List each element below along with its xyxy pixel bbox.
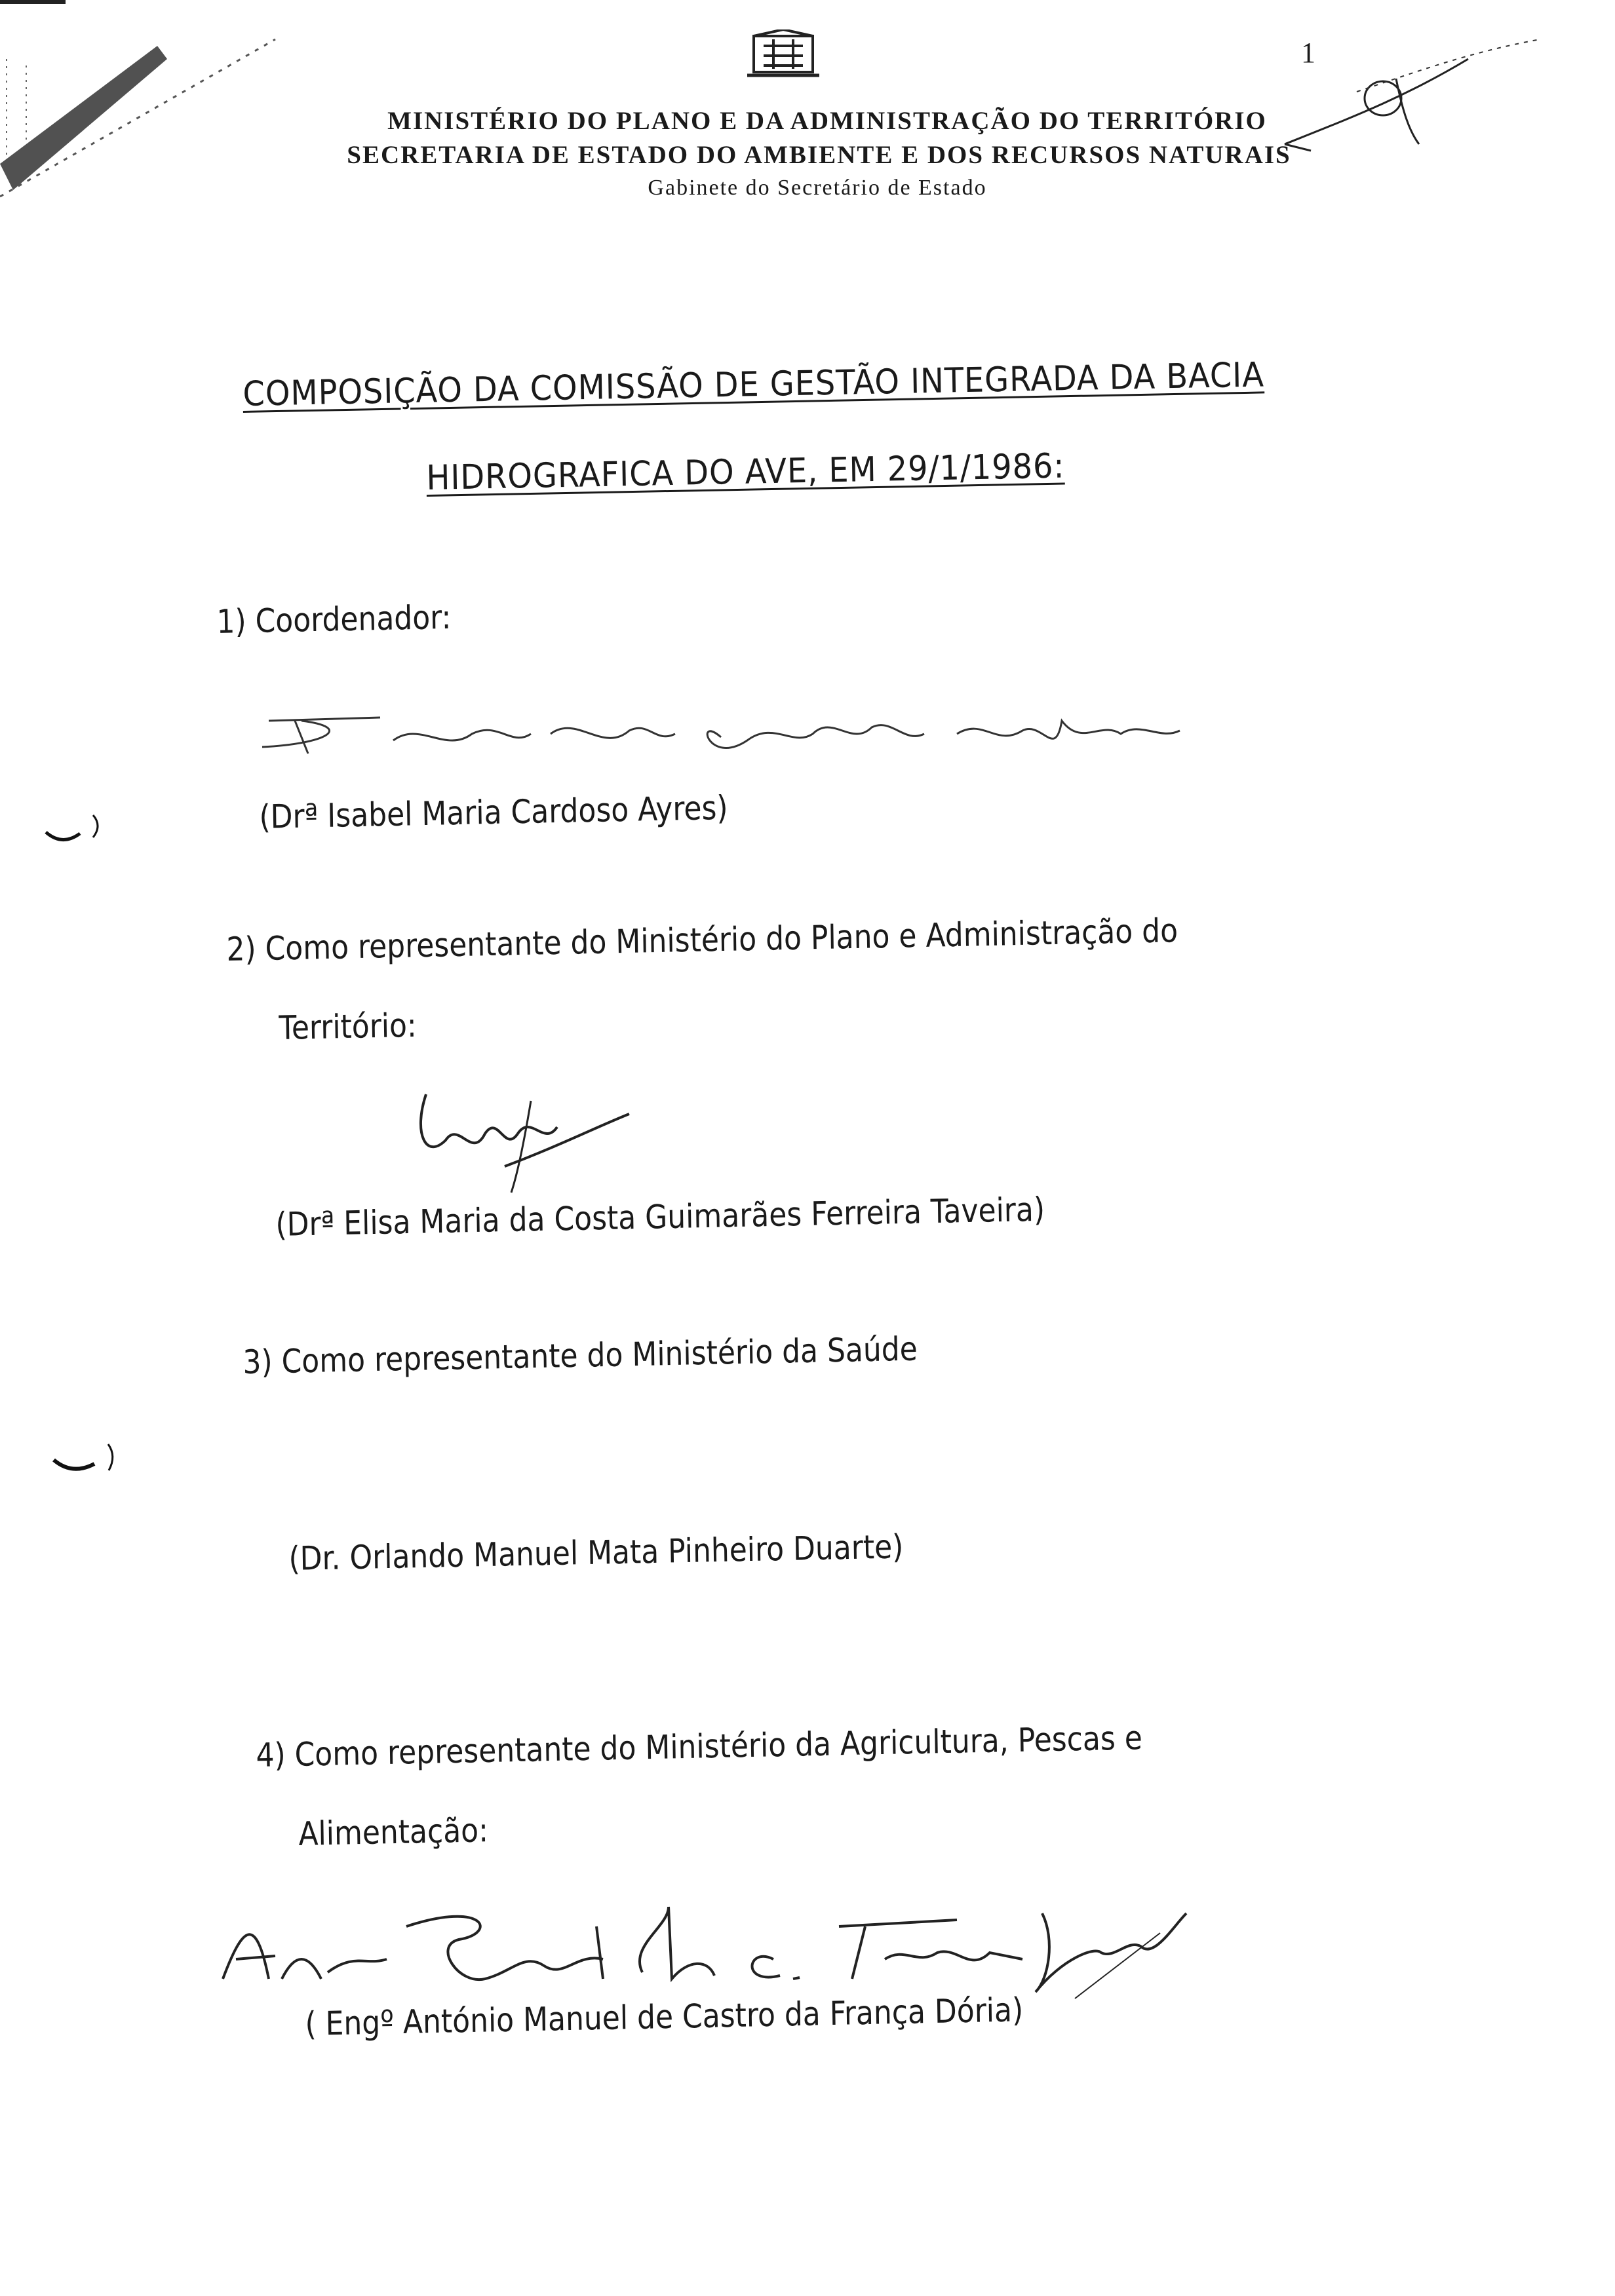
person-name: (Drª Isabel Maria Cardoso Ayres) xyxy=(259,788,729,836)
punch-hole-mark xyxy=(39,806,105,852)
secretariat-name: SECRETARIA DE ESTADO DO AMBIENTE E DOS RECURSOS NATURAIS xyxy=(347,141,1291,169)
document-title-line1: COMPOSIÇÃO DA COMISSÃO DE GESTÃO INTEGRADA DA BACIA xyxy=(243,355,1265,414)
person-name: (Dr. Orlando Manuel Mata Pinheiro Duarte) xyxy=(288,1527,904,1578)
section-heading: 4) Como representante do Ministério da Agricultura, Pescas e xyxy=(256,1719,1143,1774)
ministry-name: MINISTÉRIO DO PLANO E DA ADMINISTRAÇÃO DO TERRITÓRIO xyxy=(387,107,1267,135)
cabinet-name: Gabinete do Secretário de Estado xyxy=(648,176,987,200)
page-number: 1 xyxy=(1301,37,1315,69)
person-name: (Drª Elisa Maria da Costa Guimarães Ferreira Taveira) xyxy=(275,1190,1045,1244)
section-heading: 2) Como representante do Ministério do Plano e Administração do xyxy=(226,911,1178,968)
coat-of-arms-icon xyxy=(741,29,826,82)
section-heading-continued: Território: xyxy=(279,1006,418,1047)
document-title-line2: HIDROGRAFICA DO AVE, EM 29/1/1986: xyxy=(426,446,1065,498)
section-heading-continued: Alimentação: xyxy=(298,1811,489,1853)
signature-isabel xyxy=(249,681,1199,773)
punch-hole-mark xyxy=(46,1435,125,1487)
section-heading: 3) Como representante do Ministério da Saúde xyxy=(243,1330,918,1381)
signature-elisa xyxy=(400,1075,642,1199)
section-heading: 1) Coordenador: xyxy=(216,598,452,641)
person-name: ( Engº António Manuel de Castro da França Dória) xyxy=(305,1991,1024,2043)
